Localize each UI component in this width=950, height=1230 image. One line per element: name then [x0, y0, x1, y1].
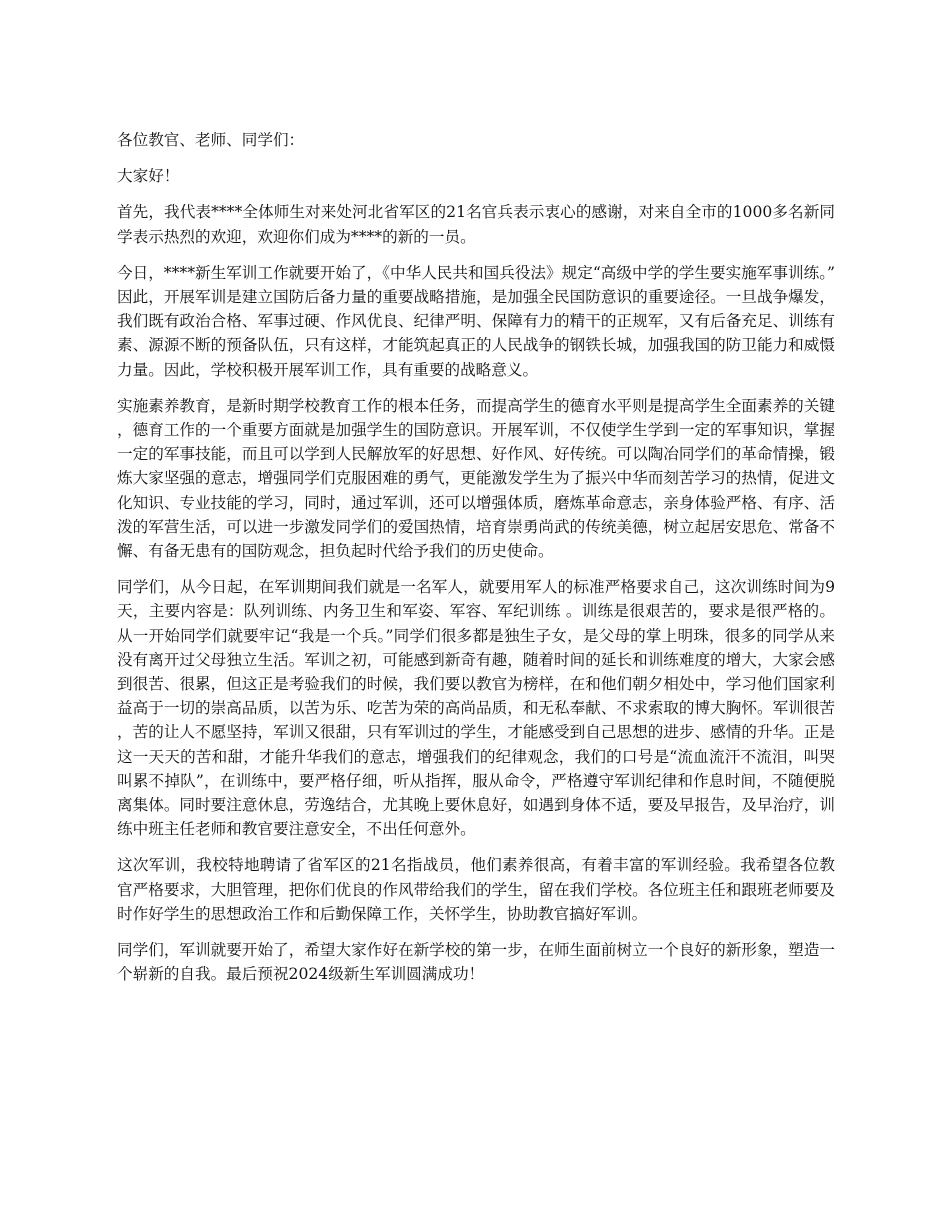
- paragraph-instructors: 这次军训，我校特地聘请了省军区的21名指战员，他们素养很高，有着丰富的军训经验。我希望各位教官严格要求，大胆管理，把你们优良的作风带给我们的学生，留在我们学校。各位班主任和跟班老师要及时作好学生的思想政治工作和后勤保障工作，关怀学生，协助教官搞好军训。: [117, 856, 835, 923]
- paragraph-military-training-significance: 今日，****新生军训工作就要开始了，《中华人民共和国兵役法》规定“高级中学的学生要实施军事训练。”因此，开展军训是建立国防后备力量的重要战略措施，是加强全民国防意识的重要途径。一旦战争爆发，我们既有政治合格、军事过硬、作风优良、纪律严明、保障有力的精干的正规军，又有后备充足、训练有素、源源不断的预备队伍，只有这样，才能筑起真正的人民战争的钢铁长城，加强我国的防卫能力和威慑力量。因此，学校积极开展军训工作，具有重要的战略意义。: [117, 263, 835, 379]
- paragraph-training-requirements: 同学们，从今日起，在军训期间我们就是一名军人，就要用军人的标准严格要求自己，这次训练时间为9天，主要内容是：队列训练、内务卫生和军姿、军容、军纪训练 。训练是很艰苦的，要求是很严格的。从一开始同学们就要牢记“我是一个兵。”同学们很多都是独生子女，是父母的掌上明珠，很多的同学从来没有离开过父母独立生活。军训之初，可能感到新奇有趣，随着时间的延长和训练难度的增大，大家会感到很苦、很累，但这正是考验我们的时候，我们要以教官为榜样，在和他们朝夕相处中，学习他们国家利益高于一切的崇高品质，以苦为乐、吃苦为荣的高尚品质，和无私奉献、不求索取的博大胸怀。军训很苦，苦的让人不愿坚持，军训又很甜，只有军训过的学生，才能感受到自己思想的进步、感情的升华。正是这一天天的苦和甜，才能升华我们的意志，增强我们的纪律观念，我们的口号是“流血流汗不流泪，叫哭叫累不掉队”，在训练中，要严格仔细，听从指挥，服从命令，严格遵守军训纪律和作息时间，不随便脱离集体。同时要注意休息，劳逸结合，尤其晚上要休息好，如遇到身体不适，要及早报告，及早治疗，训练中班主任老师和教官要注意安全，不出任何意外。: [117, 578, 835, 839]
- salutation-line: 各位教官、老师、同学们：: [117, 131, 305, 149]
- paragraph-welcome: 首先，我代表****全体师生对来处河北省军区的21名官兵表示衷心的感谢，对来自全市的1000多名新同学表示热烈的欢迎，欢迎你们成为****的新的一员。: [117, 203, 835, 246]
- greeting-line: 大家好！: [117, 167, 180, 186]
- paragraph-quality-education: 实施素养教育，是新时期学校教育工作的根本任务，而提高学生的德育水平则是提高学生全面素养的关键，德育工作的一个重要方面就是加强学生的国防意识。开展军训，不仅使学生学到一定的军事知识，掌握一定的军事技能，而且可以学到人民解放军的好思想、好作风、好传统。可以陶冶同学们的革命情操，锻炼大家坚强的意志，增强同学们克服困难的勇气，更能激发学生为了振兴中华而刻苦学习的热情，促进文化知识、专业技能的学习，同时，通过军训，还可以增强体质，磨炼革命意志，亲身体验严格、有序、活泼的军营生活，可以进一步激发同学们的爱国热情，培育崇勇尚武的传统美德，树立起居安思危、常备不懈、有备无患有的国防观念，担负起时代给予我们的历史使命。: [117, 396, 835, 561]
- speech-body: [117, 128, 835, 999]
- paragraph-closing: 同学们，军训就要开始了，希望大家作好在新学校的第一步，在师生面前树立一个良好的新形象，塑造一个崭新的自我。最后预祝2024级新生军训圆满成功！: [117, 941, 835, 984]
